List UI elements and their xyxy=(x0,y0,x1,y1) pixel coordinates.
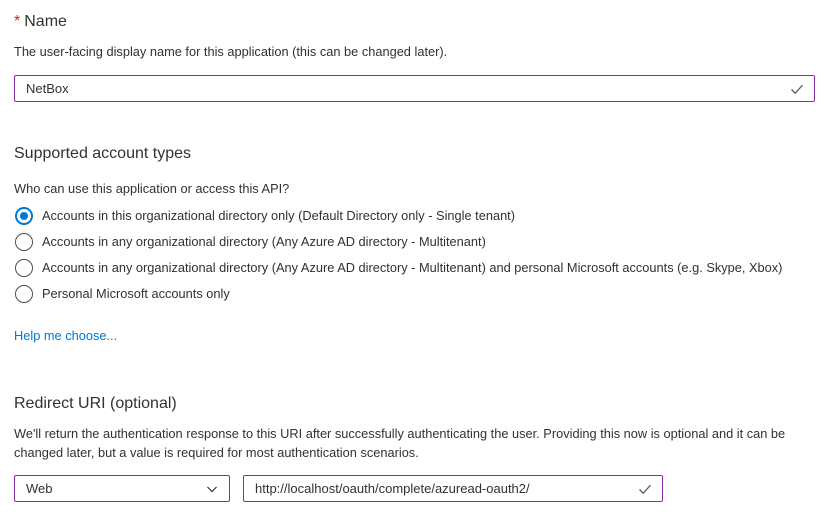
radio-button-icon xyxy=(15,259,33,277)
redirect-uri-input[interactable] xyxy=(244,476,662,501)
radio-option-label: Personal Microsoft accounts only xyxy=(42,286,230,301)
radio-option-multitenant[interactable] xyxy=(14,229,815,255)
redirect-uri-title: Redirect URI (optional) xyxy=(14,395,177,412)
radio-option-personal-only[interactable] xyxy=(14,281,815,307)
name-description: The user-facing display name for this application (this can be changed later). xyxy=(14,44,448,59)
radio-option-label: Accounts in this organizational directory only (Default Directory only - Single tenant) xyxy=(42,208,515,223)
name-input[interactable] xyxy=(15,76,814,101)
name-input-container xyxy=(14,75,815,102)
help-me-choose-link[interactable]: Help me choose... xyxy=(14,328,118,343)
radio-button-icon xyxy=(15,233,33,251)
account-types-question: Who can use this application or access this API? xyxy=(14,181,290,196)
name-section-title xyxy=(14,0,815,32)
radio-button-icon xyxy=(15,207,33,225)
radio-option-label: Accounts in any organizational directory (Any Azure AD directory - Multitenant) xyxy=(42,234,486,249)
account-types-radio-group xyxy=(14,203,815,307)
radio-option-multitenant-personal[interactable] xyxy=(14,255,815,281)
redirect-uri-description: We'll return the authentication response to this URI after successfully authenticating the user. Providing this now is optional and it can be changed later, but a value is required for most authentication scenarios. xyxy=(14,426,786,460)
chevron-down-icon xyxy=(205,482,219,496)
radio-option-single-tenant[interactable] xyxy=(14,203,815,229)
account-types-title: Supported account types xyxy=(14,145,192,162)
radio-option-label: Accounts in any organizational directory (Any Azure AD directory - Multitenant) and personal Microsoft accounts (e.g. Skype, Xbox) xyxy=(42,260,783,275)
redirect-uri-input-container xyxy=(243,475,663,502)
radio-button-icon xyxy=(15,285,33,303)
platform-select[interactable] xyxy=(14,475,230,502)
required-asterisk: * xyxy=(14,13,21,30)
redirect-uri-controls xyxy=(14,475,815,502)
name-label: Name xyxy=(24,13,67,30)
platform-select-value: Web xyxy=(26,481,53,496)
